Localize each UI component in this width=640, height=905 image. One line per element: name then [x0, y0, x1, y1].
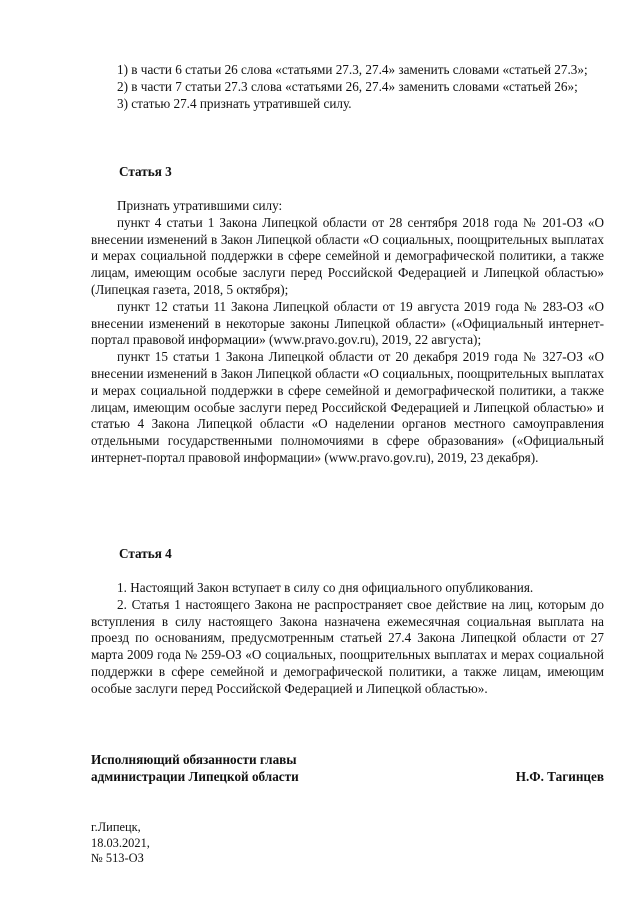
meta-date: 18.03.2021, — [91, 835, 150, 850]
article-4-body — [91, 580, 604, 698]
document-meta — [91, 820, 150, 867]
meta-number: № 513-ОЗ — [91, 851, 144, 865]
signature-position-line1: Исполняющий обязанности главы — [91, 752, 297, 767]
article-4-item: 2. Статья 1 настоящего Закона не распространяет свое действие на лиц, которым до вступления в силу настоящего Закона назначена ежемесячная социальная выплата на проезд по основаниям, предусмотренным статьей 27.4 Закона Липецкой области от 27 марта 2009 года № 259-ОЗ «О социальных, поощрительных выплатах и мерах социальной поддержки в сфере семейной и демографической политики, а также лицам, имеющим особые заслуги перед Российской Федерацией и Липецкой областью». — [91, 596, 604, 696]
article-4-item: 1. Настоящий Закон вступает в силу со дня официального опубликования. — [117, 580, 534, 595]
amendment-item: 3) статью 27.4 признать утратившей силу. — [117, 95, 352, 111]
signature-row — [91, 769, 604, 786]
amendment-item: 2) в части 7 статьи 27.3 слова «статьями 26, 27.4» заменить словами «статьей 26»; — [117, 78, 578, 94]
article-3-item: пункт 15 статьи 1 Закона Липецкой области от 20 декабря 2019 года № 327-ОЗ «О внесении изменений в Закон Липецкой области «О социальных, поощрительных выплатах и мерах социальной поддержки в сфере семейной и демографической политики, а также лицам, имеющим особые заслуги перед Российской Федерацией и Липецкой областью» и статью 4 Закона Липецкой области «О наделении органов местного самоуправления отдельными государственными полномочиями в сфере образования» («Официальный интернет-портал правовой информации» (www.pravo.gov.ru), 2019, 23 декабря). — [91, 349, 604, 465]
signature-block — [91, 752, 604, 786]
article-4-title: Статья 4 — [119, 546, 172, 561]
article-3-title: Статья 3 — [119, 164, 172, 179]
amendment-item: 1) в части 6 статьи 26 слова «статьями 27.3, 27.4» заменить словами «статьей 27.3»; — [117, 62, 588, 77]
article-3-item: пункт 12 статьи 11 Закона Липецкой области от 19 августа 2019 года № 283-ОЗ «О внесении изменений в некоторые законы Липецкой области» («Официальный интернет-портал правовой информации» (www.pravo.gov.ru), 2019, 22 августа); — [91, 298, 604, 348]
signature-position-line2: администрации Липецкой области — [91, 768, 299, 784]
article-3-item: пункт 4 статьи 1 Закона Липецкой области от 28 сентября 2018 года № 201-ОЗ «О внесении изменений в Закон Липецкой области «О социальных, поощрительных выплатах и мерах социальной поддержки в сфере семейной и демографической политики, а также лицам, имеющим особые заслуги перед Российской Федерацией и Липецкой областью» (Липецкая газета, 2018, 5 октября); — [91, 214, 604, 297]
article-3-intro: Признать утратившими силу: — [117, 198, 283, 213]
signatory-name: Н.Ф. Тагинцев — [515, 768, 604, 784]
article-3-body — [91, 198, 604, 467]
meta-place: г.Липецк, — [91, 820, 141, 834]
amendments-list — [91, 62, 604, 112]
